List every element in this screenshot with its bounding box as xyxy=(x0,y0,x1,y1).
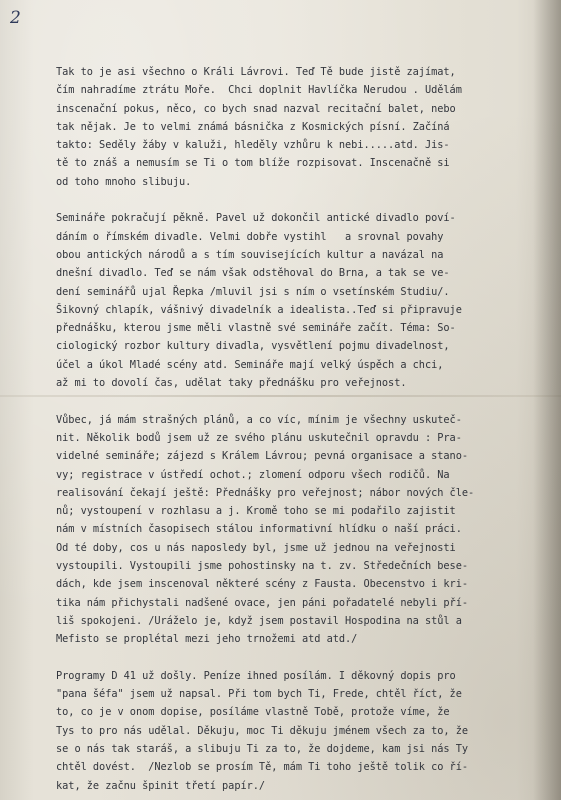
text-line: videlné semináře; zájezd s Králem Lávrou; pevná organisace a stano- xyxy=(56,450,469,463)
text-line: nit. Několik bodů jsem už ze svého plánu uskutečnil opravdu : Pra- xyxy=(56,431,462,444)
text-line: takto: Seděly žáby v kaluži, hleděly vzhůru k nebi.....atd. Jis- xyxy=(56,139,450,152)
text-line: vystoupili. Vystoupili jsme pohostinsky na t. zv. Středečních bese- xyxy=(56,560,469,573)
text-line: Mefisto se proplétal mezi jeho trnožemi atd atd./ xyxy=(56,633,358,646)
text-line: Tak to je asi všechno o Králi Lávrovi. Teď Tě bude jistě zajímat, xyxy=(56,66,456,78)
text-line: Semináře pokračují pěkně. Pavel už dokončil antické divadlo poví- xyxy=(56,212,456,225)
text-line: dách, kde jsem inscenoval některé scény z Fausta. Obecenstvo i kri- xyxy=(56,578,469,591)
text-line: od toho mnoho slibuju. xyxy=(56,175,192,188)
text-line: dení seminářů ujal Řepka /mluvil jsi s ním o vsetínském Studiu/. xyxy=(56,285,450,298)
text-line: Tys to pro nás udělal. Děkuju, moc Ti děkuju jménem všech za to, že xyxy=(56,724,469,737)
text-line: nů; vystoupení v rozhlasu a j. Kromě toho se mi podařilo zajistit xyxy=(56,505,456,518)
paragraph-1 xyxy=(56,63,506,191)
text-line: kat, že začnu špinit třetí papír./ xyxy=(56,779,266,792)
text-line: vy; registrace v ústředí ochot.; zlomení odporu všech rodičů. Na xyxy=(56,468,450,481)
text-line: dnešní divadlo. Teď se nám však odstěhoval do Brna, a tak se ve- xyxy=(56,267,450,280)
text-line: obou antických národů a s tím souvisejících kultur a navázal na xyxy=(56,248,444,261)
handwritten-page-number: 2 xyxy=(10,8,21,28)
paragraph-3 xyxy=(56,411,506,649)
text-line: přednášku, kterou jsme měli vlastně své semináře začít. Téma: So- xyxy=(56,322,456,335)
text-line: Programy D 41 už došly. Peníze ihned posílám. I děkovný dopis pro xyxy=(56,669,456,682)
paper-edge-shadow xyxy=(533,0,561,800)
text-line: čím nahradíme ztrátu Moře. Chci doplnit Havlíčka Nerudou . Udělám xyxy=(56,84,462,97)
text-line: tika nám přichystali nadšené ovace, jen páni pořadatelé nebyli pří- xyxy=(56,596,469,609)
text-line: Vůbec, já mám strašných plánů, a co víc, mínim je všechny uskuteč- xyxy=(56,413,462,426)
text-line: realisování čekají ještě: Přednášky pro veřejnost; nábor nových čle- xyxy=(56,486,475,499)
text-line: tak nějak. Je to velmi známá básnička z Kosmických písní. Začíná xyxy=(56,120,450,133)
text-line: Šikovný chlapík, vášnivý divadelník a idealista..Teď si připravuje xyxy=(56,303,462,316)
text-line: chtěl dovést. /Nezlob se prosím Tě, mám Ti toho ještě tolik co ří- xyxy=(56,761,469,774)
text-line: "pana šéfa" jsem už napsal. Při tom bych Ti, Frede, chtěl říct, že xyxy=(56,688,462,701)
letter-body xyxy=(56,63,506,795)
text-line: tě to znáš a nemusím se Ti o tom blíže rozpisovat. Inscenačně si xyxy=(56,157,450,170)
text-line: to, co je v onom dopise, posíláme vlastně Tobě, protože víme, že xyxy=(56,706,450,719)
text-line: účel a úkol Mladé scény atd. Semináře mají velký úspěch a chci, xyxy=(56,358,444,371)
text-line: se o nás tak staráš, a slibuju Ti za to, že dojdeme, kam jsi nás Ty xyxy=(56,742,469,755)
text-line: inscenační pokus, něco, co bych snad nazval recitační balet, nebo xyxy=(56,102,456,115)
text-line: až mi to dovolí čas, udělat taky přednášku pro veřejnost. xyxy=(56,377,407,390)
paragraph-2 xyxy=(56,209,506,392)
text-line: Od té doby, cos u nás naposledy byl, jsme už jednou na veřejnosti xyxy=(56,541,456,554)
paragraph-4 xyxy=(56,667,506,795)
text-line: ciologický rozbor kultury divadla, vysvětlení pojmu divadelnost, xyxy=(56,340,450,353)
text-line: nám v místních časopisech stálou informativní hlídku o naší práci. xyxy=(56,523,462,536)
text-line: liš spokojeni. /Uráželo je, když jsem postavil Hospodina na stůl a xyxy=(56,614,462,627)
text-line: dáním o římském divadle. Velmi dobře vystihl a srovnal povahy xyxy=(56,230,444,243)
